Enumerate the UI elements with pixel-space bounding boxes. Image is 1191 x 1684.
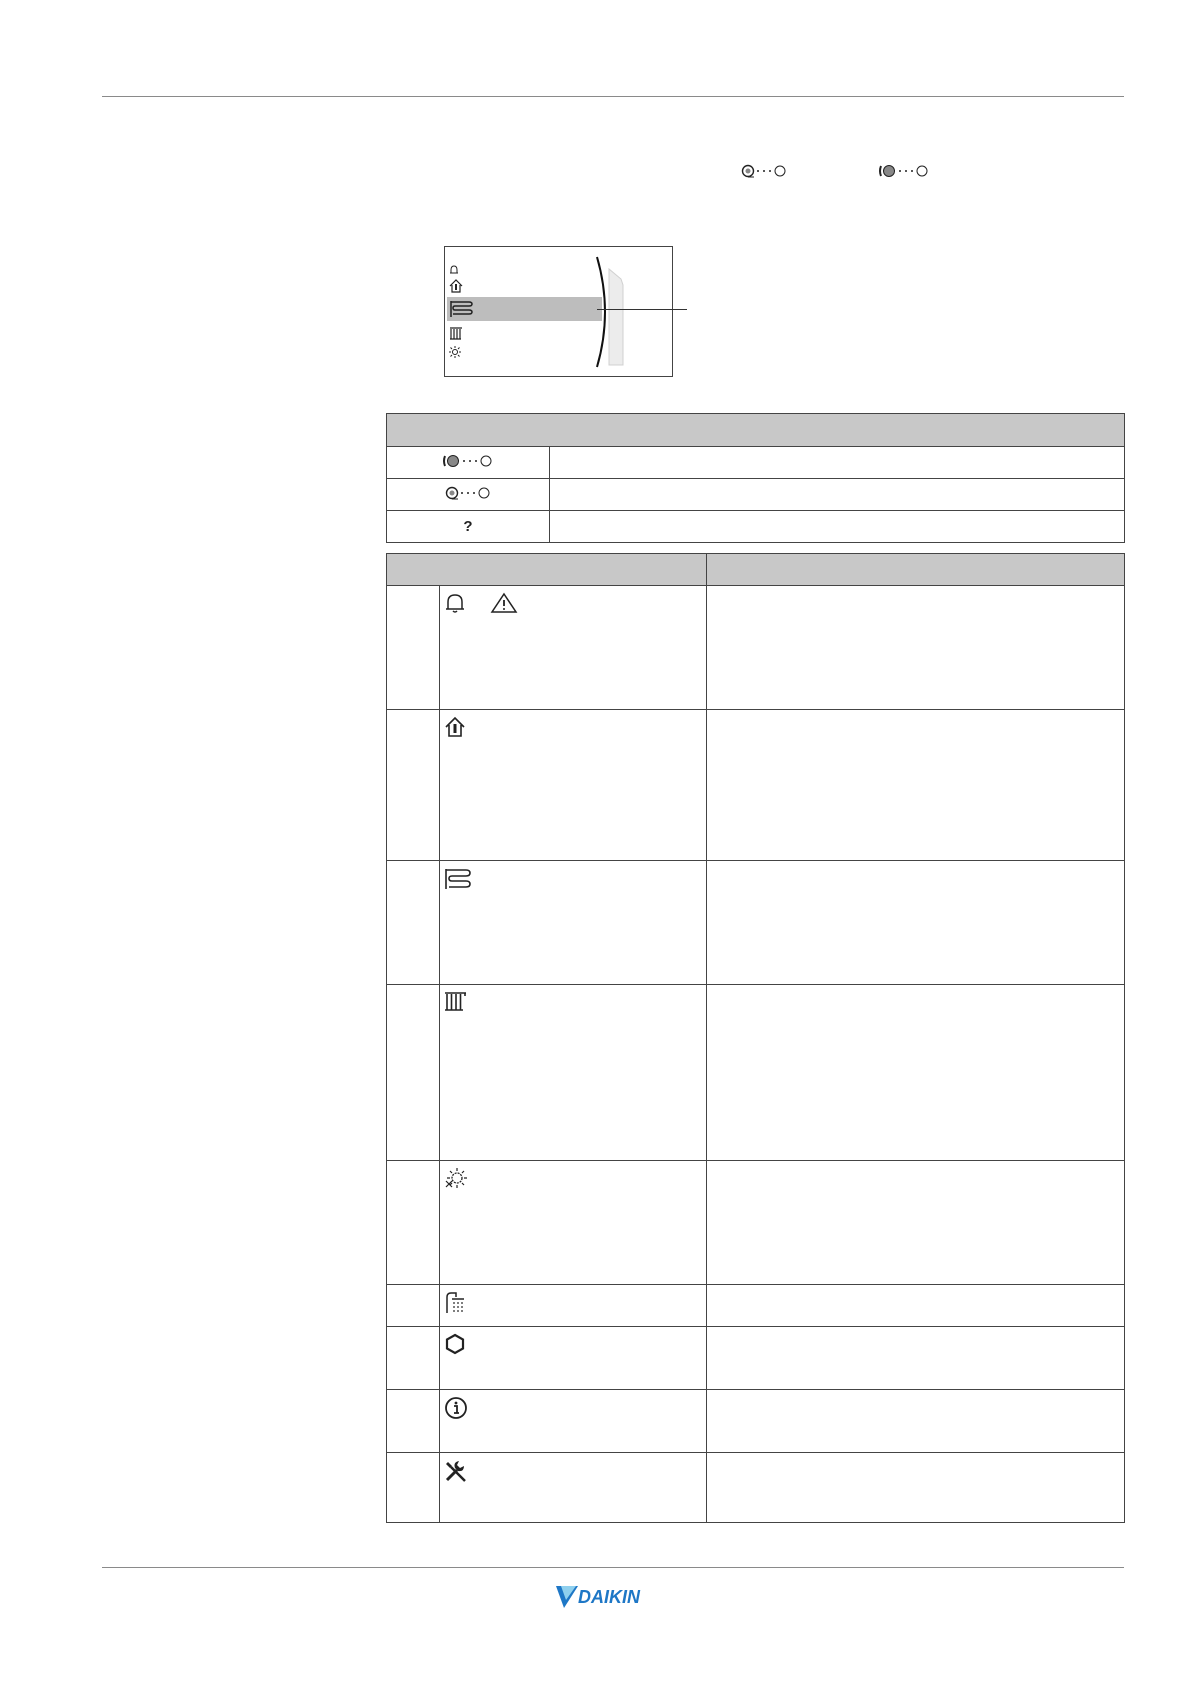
table-cell [440, 1453, 707, 1523]
controls-table [386, 413, 1125, 543]
table-row [387, 861, 1125, 985]
scroll-wheel-graphic [595, 255, 645, 373]
sun-snowflake-icon [444, 1167, 468, 1191]
dial-icons-row [740, 163, 940, 183]
table-row [387, 479, 1125, 511]
table-cell [440, 1285, 707, 1327]
table-cell [440, 1327, 707, 1390]
footer-rule [102, 1567, 1124, 1568]
table-cell [440, 1390, 707, 1453]
house-thermometer-icon [444, 716, 466, 738]
wrench-screwdriver-icon [444, 1459, 468, 1483]
radiator-icon [449, 327, 463, 341]
table-row [387, 1327, 1125, 1390]
table-row [387, 586, 1125, 710]
daikin-logo [556, 1586, 672, 1608]
table-cell [440, 985, 707, 1161]
table-cell [440, 1161, 707, 1285]
hexagon-icon [444, 1333, 466, 1355]
table-cell [387, 511, 550, 543]
table-row [387, 1453, 1125, 1523]
table-cell [387, 1285, 440, 1327]
bell-icon [444, 592, 466, 614]
svg-text:DAIKIN: DAIKIN [578, 1587, 640, 1607]
sun-snowflake-icon [449, 346, 461, 358]
table-row [387, 511, 1125, 543]
table-cell [707, 1161, 1125, 1285]
table-cell [440, 861, 707, 985]
shower-icon [444, 1291, 468, 1315]
header-rule [102, 96, 1124, 97]
menu-table [386, 553, 1125, 1523]
house-thermometer-icon [449, 279, 463, 293]
menu-table-header-2 [707, 554, 1125, 586]
table-cell [387, 586, 440, 710]
table-cell [707, 1327, 1125, 1390]
touch-swipe-dial-icon [740, 163, 788, 181]
table-cell [387, 447, 550, 479]
table-row [387, 985, 1125, 1161]
floor-heating-icon [449, 299, 473, 319]
callout-line [597, 309, 687, 310]
table-cell [707, 586, 1125, 710]
warning-triangle-icon [490, 592, 518, 614]
table-row [387, 1285, 1125, 1327]
rotate-dial-icon [442, 453, 494, 471]
table-row [387, 447, 1125, 479]
rotate-dial-icon [878, 163, 930, 181]
table-cell [387, 1327, 440, 1390]
table-cell [550, 511, 1125, 543]
floor-heating-icon [444, 867, 472, 891]
table-cell [387, 985, 440, 1161]
table-cell [387, 1161, 440, 1285]
table-cell [707, 1390, 1125, 1453]
radiator-icon [444, 991, 468, 1013]
info-icon [444, 1396, 468, 1420]
table-cell [707, 710, 1125, 861]
table-row [387, 710, 1125, 861]
table-cell [387, 710, 440, 861]
table-cell [707, 861, 1125, 985]
touch-swipe-dial-icon [444, 485, 492, 503]
bell-icon [449, 265, 459, 275]
table-cell [387, 479, 550, 511]
table-cell [707, 985, 1125, 1161]
table-cell [387, 861, 440, 985]
menu-table-header-1 [387, 554, 707, 586]
table-cell [387, 1453, 440, 1523]
table-cell [387, 1390, 440, 1453]
help-question-mark: ? [463, 517, 473, 535]
table-cell [707, 1453, 1125, 1523]
controller-screen [444, 246, 673, 377]
controls-table-header [387, 414, 1125, 447]
table-cell [440, 586, 707, 710]
table-row [387, 1161, 1125, 1285]
table-cell [550, 479, 1125, 511]
table-cell [550, 447, 1125, 479]
table-row [387, 1390, 1125, 1453]
table-cell [707, 1285, 1125, 1327]
table-cell [440, 710, 707, 861]
